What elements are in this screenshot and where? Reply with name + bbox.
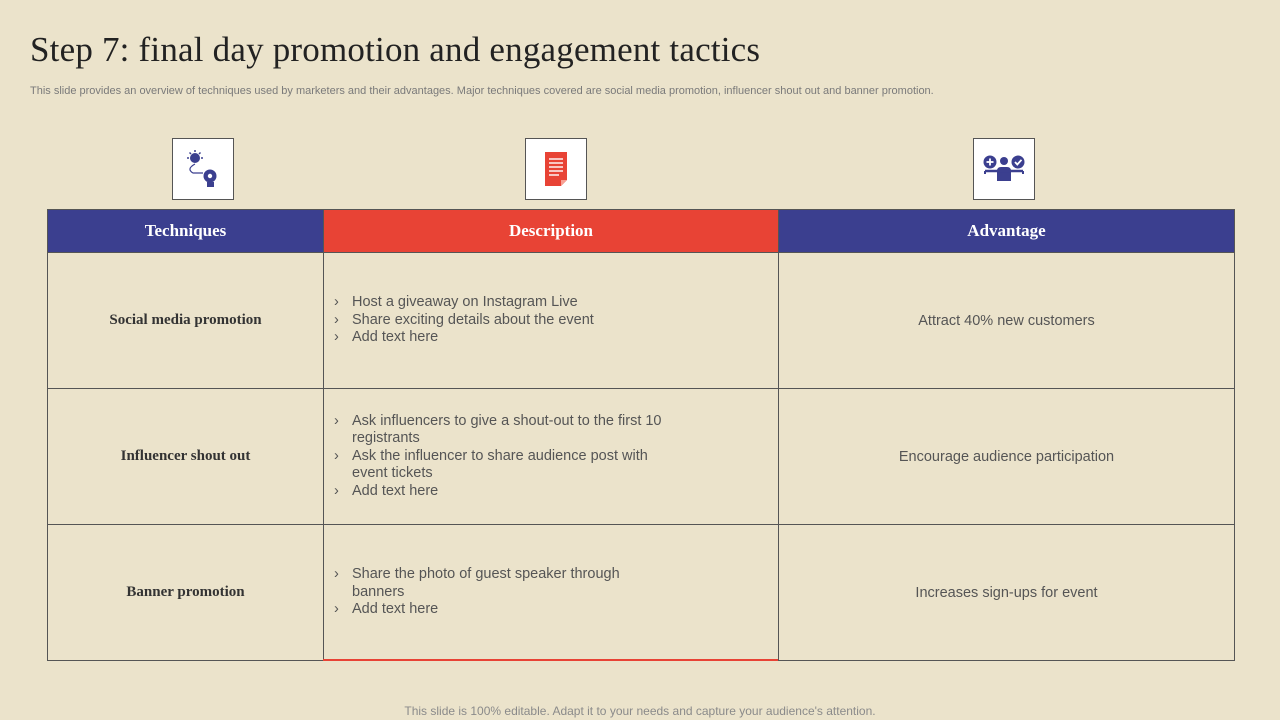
page-title: Step 7: final day promotion and engagement tactics: [30, 30, 761, 69]
idea-process-icon-box: [172, 138, 234, 200]
advantage-cell: Attract 40% new customers: [779, 253, 1235, 389]
description-cell: [324, 525, 779, 661]
description-column-accent-line: [323, 659, 778, 661]
description-list: [332, 413, 672, 501]
advantage-cell: Encourage audience participation: [779, 389, 1235, 525]
header-advantage: Advantage: [779, 210, 1235, 253]
description-item: › Share the photo of guest speaker through banners: [332, 566, 672, 601]
idea-process-icon: [183, 149, 223, 189]
description-item: › Ask influencers to give a shout-out to the first 10 registrants: [332, 413, 672, 448]
description-item: › Share exciting details about the event: [332, 312, 672, 330]
table-row: [48, 525, 1235, 661]
page-subtitle: This slide provides an overview of techniques used by marketers and their advantages. Major techniques covered are social media promotion, influencer shout out and banner promotion.: [30, 85, 934, 97]
document-icon-box: [525, 138, 587, 200]
technique-cell: Social media promotion: [48, 253, 324, 389]
technique-cell: Banner promotion: [48, 525, 324, 661]
description-list: [332, 566, 672, 619]
table-row: [48, 389, 1235, 525]
technique-cell: Influencer shout out: [48, 389, 324, 525]
advantage-cell: Increases sign-ups for event: [779, 525, 1235, 661]
team-balance-icon: [982, 149, 1026, 189]
description-item: › Add text here: [332, 601, 672, 619]
description-item: › Add text here: [332, 483, 672, 501]
description-cell: [324, 389, 779, 525]
description-cell: [324, 253, 779, 389]
table-row: [48, 253, 1235, 389]
tactics-table: [47, 209, 1235, 661]
description-item: › Host a giveaway on Instagram Live: [332, 294, 672, 312]
description-list: [332, 294, 672, 347]
description-item: › Add text here: [332, 329, 672, 347]
header-description: Description: [324, 210, 779, 253]
table-header-row: [48, 210, 1235, 253]
footer-note: This slide is 100% editable. Adapt it to your needs and capture your audience's attention.: [404, 704, 876, 718]
team-balance-icon-box: [973, 138, 1035, 200]
document-icon: [539, 149, 573, 189]
description-item: › Ask the influencer to share audience post with event tickets: [332, 448, 672, 483]
header-techniques: Techniques: [48, 210, 324, 253]
